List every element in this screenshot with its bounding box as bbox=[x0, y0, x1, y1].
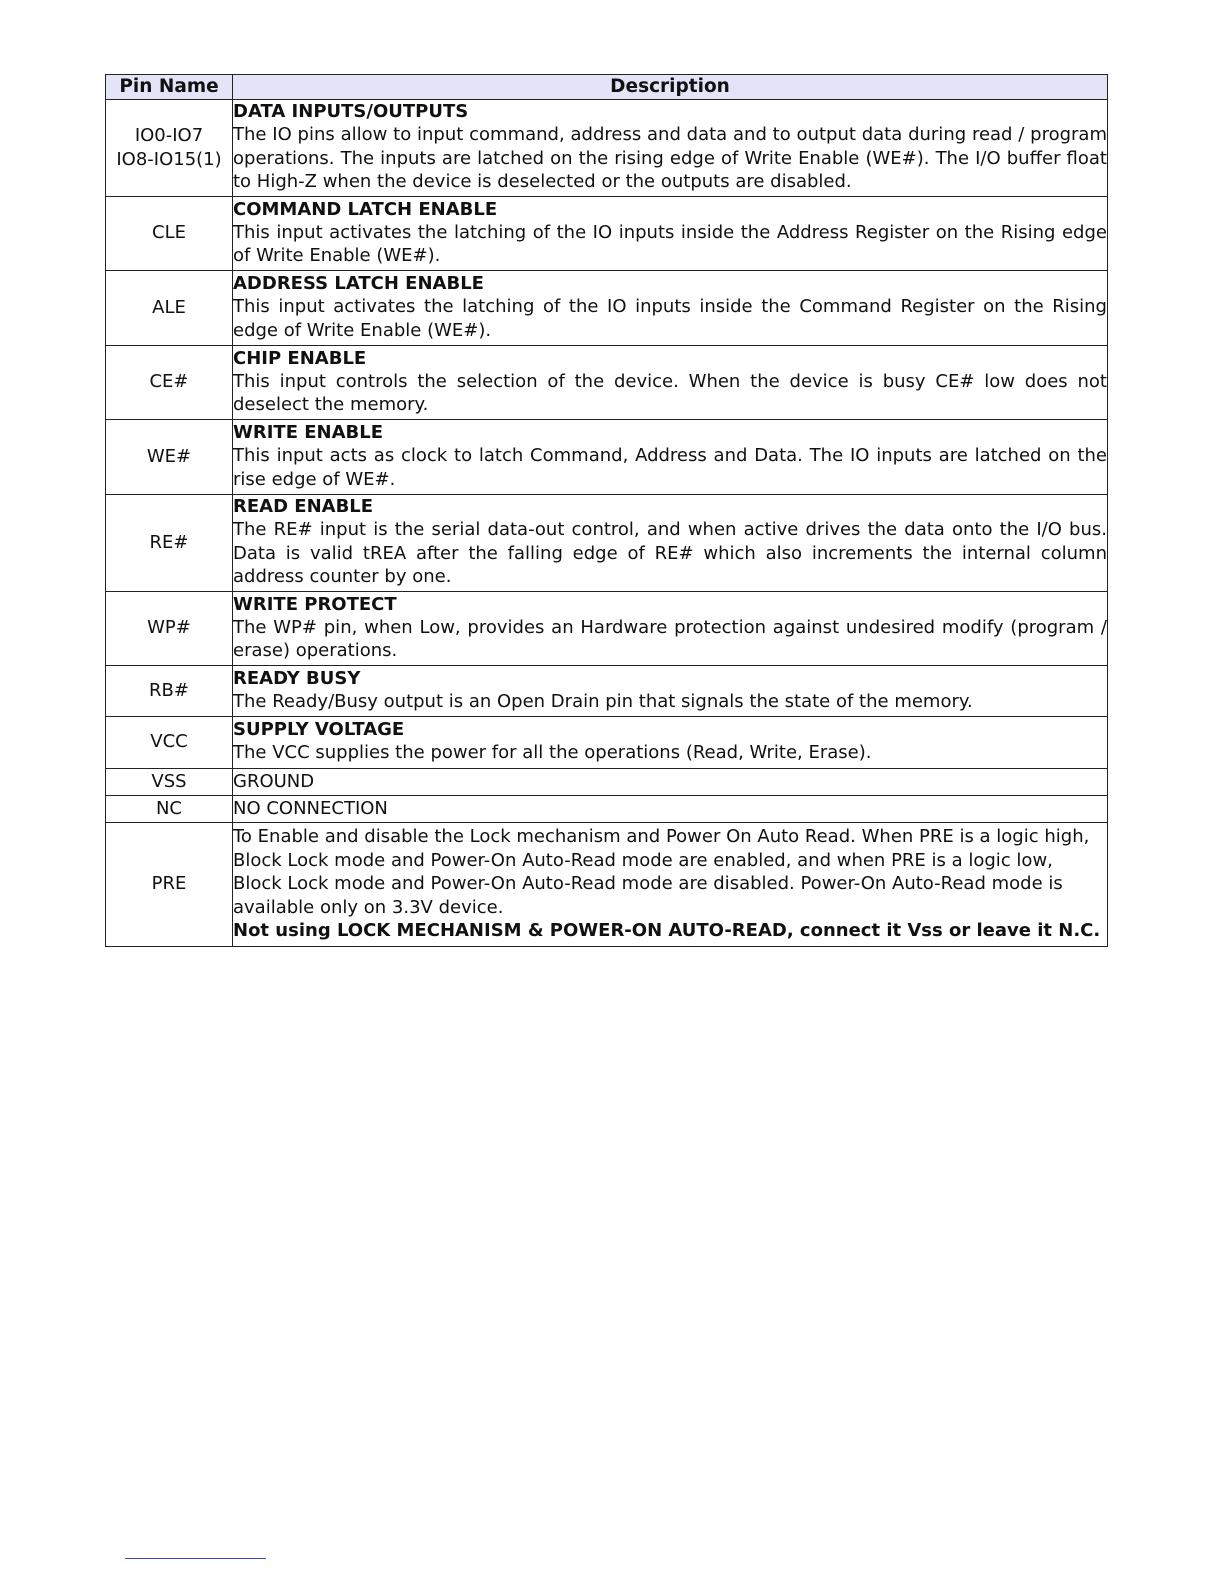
description-heading: WRITE ENABLE bbox=[233, 422, 384, 443]
table-row bbox=[106, 99, 1108, 196]
table-row bbox=[106, 768, 1108, 795]
description-heading: COMMAND LATCH ENABLE bbox=[233, 198, 498, 220]
description-heading: CHIP ENABLE bbox=[233, 347, 367, 369]
table-header-row bbox=[106, 75, 1108, 100]
description-cell bbox=[233, 99, 1108, 196]
table-row bbox=[106, 795, 1108, 822]
table-row bbox=[106, 419, 1108, 494]
pin-name-cell: CLE bbox=[106, 196, 233, 270]
table-row bbox=[106, 270, 1108, 345]
pin-name-cell: VCC bbox=[106, 716, 233, 768]
description-header: Description bbox=[233, 75, 1108, 100]
description-heading: READY BUSY bbox=[233, 667, 361, 689]
pin-name-cell: CE# bbox=[106, 345, 233, 419]
table-row bbox=[106, 345, 1108, 419]
description-cell bbox=[233, 419, 1108, 494]
pin-name-secondary: IO8-IO15(1) bbox=[116, 148, 222, 170]
table-row bbox=[106, 196, 1108, 270]
table-row bbox=[106, 822, 1108, 946]
description-cell bbox=[233, 494, 1108, 591]
description-text: The Ready/Busy output is an Open Drain pin that signals the state of the memory. bbox=[233, 690, 973, 712]
description-cell bbox=[233, 716, 1108, 768]
pin-name-cell: WE# bbox=[106, 419, 233, 494]
footnote-separator bbox=[125, 1558, 266, 1559]
description-cell bbox=[233, 345, 1108, 419]
pin-name-cell: RB# bbox=[106, 665, 233, 716]
description-text: The RE# input is the serial data-out control, and when active drives the data onto the I/O bus. Data is valid tREA after the falling edge of RE# which also increments the internal column address counter by one. bbox=[233, 519, 1107, 588]
description-cell: NO CONNECTION bbox=[233, 795, 1108, 822]
description-heading: SUPPLY VOLTAGE bbox=[233, 719, 405, 741]
table-row bbox=[106, 591, 1108, 665]
description-text: This input activates the latching of the IO inputs inside the Address Register on the Rising edge of Write Enable (WE#). bbox=[233, 221, 1107, 266]
pin-name-cell: WP# bbox=[106, 591, 233, 665]
pin-name-cell: RE# bbox=[106, 494, 233, 591]
pin-name-cell: PRE bbox=[106, 822, 233, 946]
description-heading: ADDRESS LATCH ENABLE bbox=[233, 273, 484, 294]
description-cell bbox=[233, 665, 1108, 716]
pin-name-header: Pin Name bbox=[106, 75, 233, 100]
description-cell bbox=[233, 822, 1108, 946]
pin-description-table bbox=[105, 74, 1108, 947]
pin-name: IO0-IO7 bbox=[134, 125, 204, 146]
description-text: This input controls the selection of the device. When the device is busy CE# low does not deselect the memory. bbox=[233, 370, 1107, 415]
description-cell: GROUND bbox=[233, 768, 1108, 795]
description-text: This input activates the latching of the IO inputs inside the Command Register on the Rising edge of Write Enable (WE#). bbox=[233, 296, 1107, 341]
table-row bbox=[106, 716, 1108, 768]
description-text: The WP# pin, when Low, provides an Hardware protection against undesired modify (program / erase) operations. bbox=[233, 616, 1107, 661]
description-cell bbox=[233, 270, 1108, 345]
description-heading: WRITE PROTECT bbox=[233, 593, 397, 615]
description-text: To Enable and disable the Lock mechanism and Power On Auto Read. When PRE is a logic high, Block Lock mode and Power-On Auto-Read mode are enabled, and when PRE is a logic low, Block Lock mode and Power-On Auto-Read mode are disabled. Power-On Auto-Read mode is available only on 3.3V device. bbox=[233, 826, 1090, 918]
description-heading: DATA INPUTS/OUTPUTS bbox=[233, 101, 469, 123]
pin-name-cell: ALE bbox=[106, 270, 233, 345]
pin-name-cell: NC bbox=[106, 795, 233, 822]
description-note: Not using LOCK MECHANISM & POWER-ON AUTO-READ, connect it Vss or leave it N.C. bbox=[233, 920, 1101, 942]
pin-name-cell: VSS bbox=[106, 768, 233, 795]
table-row bbox=[106, 665, 1108, 716]
description-cell bbox=[233, 196, 1108, 270]
description-text: The VCC supplies the power for all the operations (Read, Write, Erase). bbox=[233, 742, 872, 764]
table-row bbox=[106, 494, 1108, 591]
description-text: This input acts as clock to latch Command, Address and Data. The IO inputs are latched on the rise edge of WE#. bbox=[233, 445, 1107, 490]
description-text: The IO pins allow to input command, address and data and to output data during read / program operations. The inputs are latched on the rising edge of Write Enable (WE#). The I/O buffer float to High-Z when the device is deselected or the outputs are disabled. bbox=[233, 124, 1107, 193]
description-heading: READ ENABLE bbox=[233, 496, 374, 518]
description-cell bbox=[233, 591, 1108, 665]
pin-name-cell bbox=[106, 99, 233, 196]
